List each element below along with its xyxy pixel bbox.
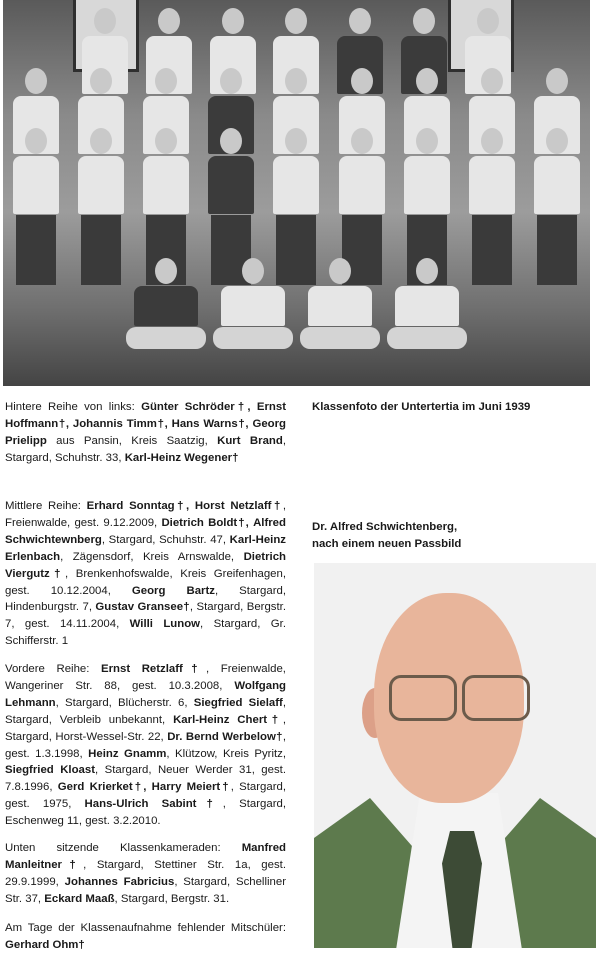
portrait-caption-line1: Dr. Alfred Schwichtenberg, xyxy=(312,521,458,533)
portrait-photo xyxy=(314,563,596,948)
middle-row-caption: Mittlere Reihe: Erhard Sonntag†, Horst Netzlaff†, Freienwalde, gest. 9.12.2009, Dietrich Boldt†, Alfred Schwichtewnberg, Stargard, Schuhstr. 47, Karl-Heinz Erlenbach, Zägensdorf, Kreis Arnswalde, Dietrich Viergutz†, Brenkenhofswalde, Kreis Greifenhagen, gest. 10.12.2004, Georg Bartz, Stargard, Hindenburgstr. 7, Gustav Gransee†, Stargard, Bergstr. 7, gest. 14.11.2004, Willi Lunow, Stargard, Gr. Schifferstr. 1 xyxy=(5,500,287,648)
absent-caption: Am Tage der Klassenaufnahme fehlender Mitschüler: Gerhard Ohm† xyxy=(5,922,286,951)
class-photo xyxy=(3,0,590,386)
photo-caption: Klassenfoto der Untertertia im Juni 1939 xyxy=(312,401,531,413)
seated-caption: Unten sitzende Klassenkameraden: Manfred Manleitner†, Stargard, Stettiner Str. 1a, gest. 29.9.1999, Johannes Fabricius, Stargard, Schelliner Str. 37, Eckard Maaß, Stargard, Bergstr. 31. xyxy=(5,842,286,905)
back-row-caption: Hintere Reihe von links: Günter Schröder†, Ernst Hoffmann†, Johannis Timm†, Hans Warns†, Georg Prielipp aus Pansin, Kreis Saatzig, Kurt Brand, Stargard, Schuhstr. 33, Karl-Heinz Wegener† xyxy=(5,401,286,464)
front-row-caption: Vordere Reihe: Ernst Retzlaff†, Freienwalde, Wangeriner Str. 88, gest. 10.3.2008, Wolfgang Lehmann, Stargard, Blücherstr. 6, Siegfried Sielaff, Stargard, Verbleib unbekannt, Karl-Heinz Chert†, Stargard, Horst-Wessel-Str. 22, Dr. Bernd Werbelow†, gest. 1.3.1998, Heinz Gnamm, Klützow, Kreis Pyritz, Siegfried Kloast, Stargard, Neuer Werder 31, gest. 7.8.1996, Gerd Krierket†, Harry Meiert†, Stargard, gest. 1975, Hans-Ulrich Sabint†, Stargard, Eschenweg 11, gest. 3.2.2010. xyxy=(5,663,287,828)
portrait-caption-line2: nach einem neuen Passbild xyxy=(312,537,462,550)
portrait-caption xyxy=(312,519,461,552)
seated-row-figures xyxy=(3,258,590,349)
